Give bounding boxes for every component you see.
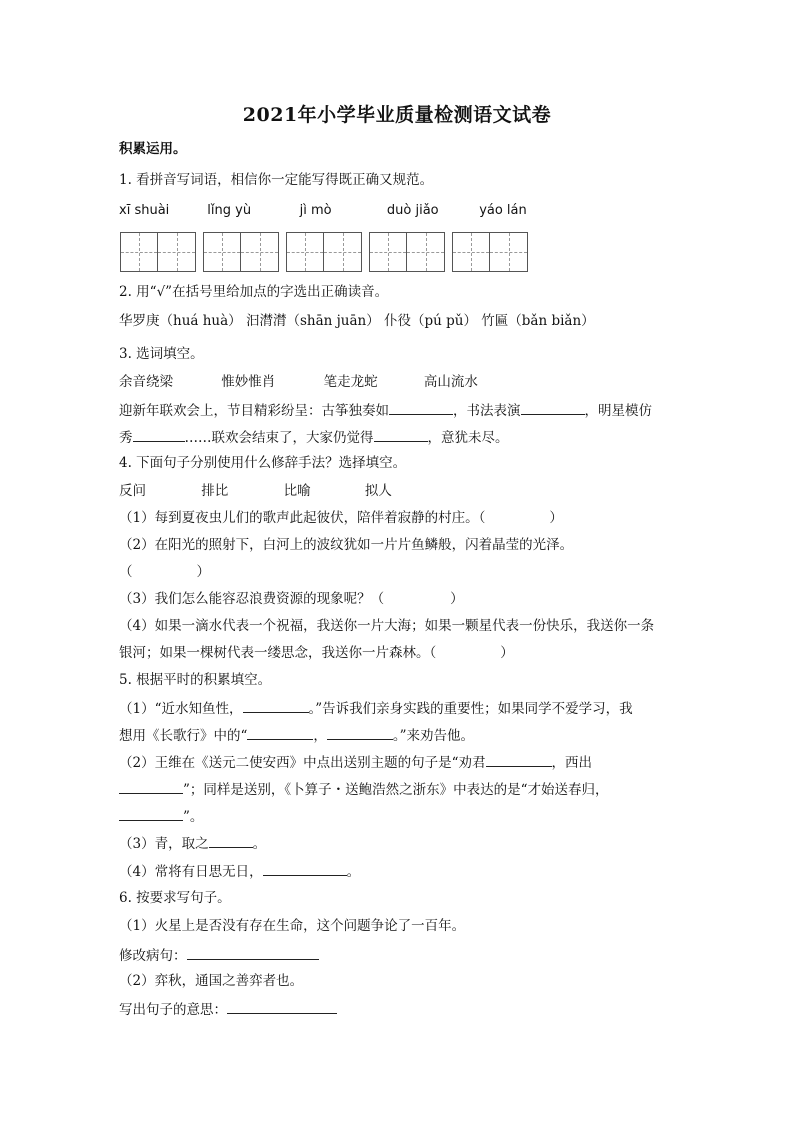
answer-blank[interactable] <box>209 833 253 848</box>
pinyin-3: jì mò <box>299 203 332 218</box>
q2-stem: 2. 用“√”在括号里给加点的字选出正确读音。 <box>119 284 389 300</box>
answer-blank[interactable] <box>227 999 337 1014</box>
rhetoric-option-2: 排比 <box>201 483 229 499</box>
q4-sentence-3: （3）我们怎么能容忍浪费资源的现象呢？（ ） <box>119 591 464 607</box>
pinyin-2: lǐng yù <box>207 203 252 218</box>
rhetoric-option-1: 反问 <box>119 483 146 499</box>
rhetoric-option-4: 拟人 <box>364 483 392 499</box>
answer-blank[interactable] <box>521 400 585 415</box>
writing-box-3[interactable] <box>286 232 362 272</box>
q5-line-4: ”；同样是送别，《卜算子・送鲍浩然之浙东》中表达的是“才始送春归， <box>119 779 609 799</box>
q6-sentence-1: （1）火星上是否没有存在生命，这个问题争论了一百年。 <box>119 918 466 934</box>
q6-sentence-2: （2）弈秋，通国之善弈者也。 <box>119 973 304 989</box>
word-option-2: 惟妙惟肖 <box>221 374 276 390</box>
answer-blank[interactable] <box>263 861 347 876</box>
writing-box-1[interactable] <box>120 232 196 272</box>
answer-blank[interactable] <box>133 427 185 442</box>
answer-blank[interactable] <box>243 698 309 713</box>
pinyin-1: xī shuài <box>119 203 170 218</box>
writing-box-4[interactable] <box>369 232 445 272</box>
answer-blank[interactable] <box>486 752 552 767</box>
q2-items: 华罗庚（huá huà） 汩潸潸（shān juān） 仆役（pú pǔ） 竹匾（bǎn biǎn） <box>119 313 595 329</box>
answer-blank[interactable] <box>187 945 319 960</box>
q4-sentence-4b: 银河；如果一棵树代表一缕思念，我送你一片森林。（ ） <box>119 645 514 661</box>
q3-line-2: 秀 ……联欢会结束了，大家仍觉得 ，意犹未尽。 <box>119 427 509 447</box>
q4-sentence-4a: （4）如果一滴水代表一个祝福，我送你一片大海；如果一颗星代表一份快乐，我送你一条 <box>119 618 655 634</box>
q5-line-7: （4）常将有日思无日， 。 <box>119 861 360 881</box>
answer-blank[interactable] <box>119 806 183 821</box>
answer-blank[interactable] <box>327 725 393 740</box>
pinyin-5: yáo lán <box>479 203 527 218</box>
q5-line-2: 想用《长歌行》中的“ ， 。”来劝告他。 <box>119 725 474 745</box>
q3-word-bank <box>119 373 520 391</box>
word-option-4: 高山流水 <box>423 374 478 390</box>
page-title: 2021年小学毕业质量检测语文试卷 <box>242 104 552 126</box>
q4-stem: 4. 下面句子分别使用什么修辞手法？选择填空。 <box>119 455 407 471</box>
q3-stem: 3. 选词填空。 <box>119 346 204 362</box>
word-option-3: 笔走龙蛇 <box>323 374 378 390</box>
answer-blank[interactable] <box>374 427 428 442</box>
q5-line-5: ”。 <box>119 806 203 826</box>
q5-line-3: （2）王维在《送元二使安西》中点出送别主题的句子是“劝君 ，西出 <box>119 752 592 772</box>
q4-options <box>119 482 415 500</box>
q4-sentence-2-answer: （ ） <box>119 564 210 580</box>
word-option-1: 余音绕梁 <box>119 374 173 390</box>
answer-blank[interactable] <box>247 725 313 740</box>
writing-box-5[interactable] <box>452 232 528 272</box>
q6-task-1: 修改病句： <box>119 945 319 965</box>
q5-stem: 5. 根据平时的积累填空。 <box>119 672 272 688</box>
q1-pinyin-row <box>119 201 559 220</box>
rhetoric-option-3: 比喻 <box>283 483 311 499</box>
writing-box-2[interactable] <box>203 232 279 272</box>
q6-stem: 6. 按要求写句子。 <box>119 890 231 906</box>
q4-sentence-1: （1）每到夏夜虫儿们的歌声此起彼伏，陪伴着寂静的村庄。（ ） <box>119 510 563 526</box>
q5-line-6: （3）青，取之 。 <box>119 833 266 853</box>
q6-task-2: 写出句子的意思： <box>119 999 337 1019</box>
q1-stem: 1. 看拼音写词语，相信你一定能写得既正确又规范。 <box>119 172 434 188</box>
answer-blank[interactable] <box>389 400 453 415</box>
section-heading: 积累运用。 <box>119 141 187 157</box>
answer-blank[interactable] <box>119 779 183 794</box>
q4-sentence-2: （2）在阳光的照射下，白河上的波纹犹如一片片鱼鳞般，闪着晶莹的光泽。 <box>119 537 574 553</box>
pinyin-4: duò jiǎo <box>386 203 439 218</box>
q5-line-1: （1）“近水知鱼性， 。”告诉我们亲身实践的重要性；如果同学不爱学习，我 <box>119 698 633 718</box>
q3-line-1: 迎新年联欢会上，节目精彩纷呈：古筝独奏如 ，书法表演 ，明星模仿 <box>119 400 652 420</box>
